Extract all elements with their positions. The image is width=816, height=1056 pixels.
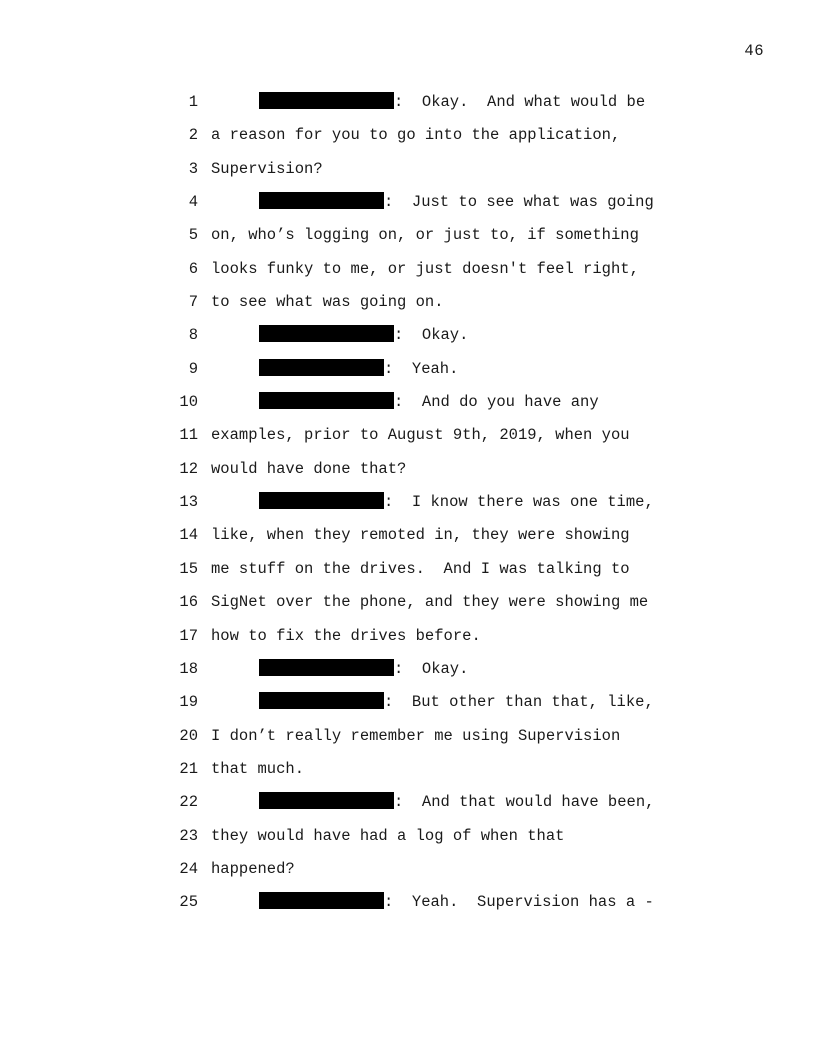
continuation-text [211, 419, 630, 452]
speaker-statement [259, 886, 654, 919]
transcript-line [0, 253, 816, 286]
line-content: I don’t really remember me using Supervision [211, 726, 621, 745]
speaker-statement [259, 186, 654, 219]
line-number: 2 [188, 126, 198, 145]
line-number: 21 [179, 759, 198, 778]
redacted-speaker-name [259, 492, 384, 509]
speaker-statement [259, 353, 458, 386]
line-content: Supervision? [211, 159, 323, 178]
line-number: 5 [188, 226, 198, 245]
line-content: to see what was going on. [211, 293, 444, 312]
transcript-line [0, 820, 816, 853]
line-content: happened? [211, 859, 295, 878]
redacted-speaker-name [259, 192, 384, 209]
speaker-statement [259, 486, 654, 519]
redacted-speaker-name [259, 359, 384, 376]
transcript-body [0, 86, 816, 920]
line-number: 18 [179, 659, 198, 678]
line-content: SigNet over the phone, and they were showing me [211, 593, 649, 612]
transcript-line [0, 720, 816, 753]
page-number: 46 [744, 42, 764, 60]
transcript-line [0, 353, 816, 386]
line-number: 25 [179, 893, 198, 912]
line-number: 4 [188, 193, 198, 212]
line-number: 12 [179, 459, 198, 478]
line-content: like, when they remoted in, they were showing [211, 526, 630, 545]
transcript-line [0, 453, 816, 486]
transcript-line [0, 519, 816, 552]
transcript-line [0, 853, 816, 886]
continuation-text [211, 253, 639, 286]
line-number: 8 [188, 326, 198, 345]
transcript-line [0, 286, 816, 319]
line-content: how to fix the drives before. [211, 626, 481, 645]
transcript-line [0, 753, 816, 786]
transcript-line [0, 153, 816, 186]
continuation-text [211, 553, 630, 586]
line-number: 17 [179, 626, 198, 645]
line-number: 6 [188, 259, 198, 278]
transcript-line [0, 786, 816, 819]
continuation-text [211, 286, 444, 319]
transcript-line [0, 419, 816, 452]
transcript-line [0, 186, 816, 219]
line-number: 20 [179, 726, 198, 745]
speaker-statement [259, 686, 654, 719]
speaker-statement [259, 86, 645, 119]
line-content: : Okay. [394, 326, 469, 345]
transcript-line [0, 119, 816, 152]
continuation-text [211, 720, 620, 753]
transcript-line [0, 553, 816, 586]
line-content: on, who’s logging on, or just to, if something [211, 226, 639, 245]
redacted-speaker-name [259, 92, 394, 109]
redacted-speaker-name [259, 392, 394, 409]
line-content: that much. [211, 759, 305, 778]
speaker-statement [259, 653, 468, 686]
speaker-statement [259, 386, 599, 419]
transcript-line [0, 620, 816, 653]
line-content: : I know there was one time, [384, 493, 654, 512]
line-content: they would have had a log of when that [211, 826, 565, 845]
continuation-text [211, 219, 639, 252]
line-content: : Yeah. [384, 359, 459, 378]
transcript-line [0, 486, 816, 519]
line-number: 15 [179, 559, 198, 578]
line-number: 9 [188, 359, 198, 378]
redacted-speaker-name [259, 325, 394, 342]
transcript-line [0, 219, 816, 252]
line-content: : Just to see what was going [384, 193, 654, 212]
line-content: : Okay. [394, 659, 469, 678]
line-content: me stuff on the drives. And I was talking to [211, 559, 630, 578]
line-number: 3 [188, 159, 198, 178]
redacted-speaker-name [259, 892, 384, 909]
speaker-statement [259, 786, 654, 819]
line-content: would have done that? [211, 459, 407, 478]
line-number: 19 [179, 693, 198, 712]
continuation-text [211, 620, 481, 653]
line-content: examples, prior to August 9th, 2019, when you [211, 426, 630, 445]
line-number: 7 [188, 293, 198, 312]
line-content: : Yeah. Supervision has a - [384, 893, 654, 912]
continuation-text [211, 453, 406, 486]
line-content: a reason for you to go into the application, [211, 126, 621, 145]
line-number: 24 [179, 859, 198, 878]
transcript-line [0, 386, 816, 419]
line-content: : But other than that, like, [384, 693, 654, 712]
continuation-text [211, 753, 304, 786]
line-number: 10 [179, 393, 198, 412]
redacted-speaker-name [259, 692, 384, 709]
line-number: 23 [179, 826, 198, 845]
line-content: looks funky to me, or just doesn't feel right, [211, 259, 639, 278]
redacted-speaker-name [259, 659, 394, 676]
line-number: 16 [179, 593, 198, 612]
transcript-line [0, 86, 816, 119]
line-content: : And that would have been, [394, 793, 655, 812]
line-number: 13 [179, 493, 198, 512]
line-number: 22 [179, 793, 198, 812]
speaker-statement [259, 319, 468, 352]
continuation-text [211, 153, 323, 186]
continuation-text [211, 119, 620, 152]
transcript-line [0, 686, 816, 719]
continuation-text [211, 820, 564, 853]
transcript-line [0, 886, 816, 919]
line-content: : And do you have any [394, 393, 599, 412]
line-content: : Okay. And what would be [394, 93, 646, 111]
line-number: 11 [179, 426, 198, 445]
continuation-text [211, 586, 648, 619]
transcript-line [0, 653, 816, 686]
continuation-text [211, 853, 295, 886]
redacted-speaker-name [259, 792, 394, 809]
line-number: 14 [179, 526, 198, 545]
transcript-line [0, 319, 816, 352]
continuation-text [211, 519, 630, 552]
transcript-line [0, 586, 816, 619]
line-number: 1 [188, 93, 198, 111]
